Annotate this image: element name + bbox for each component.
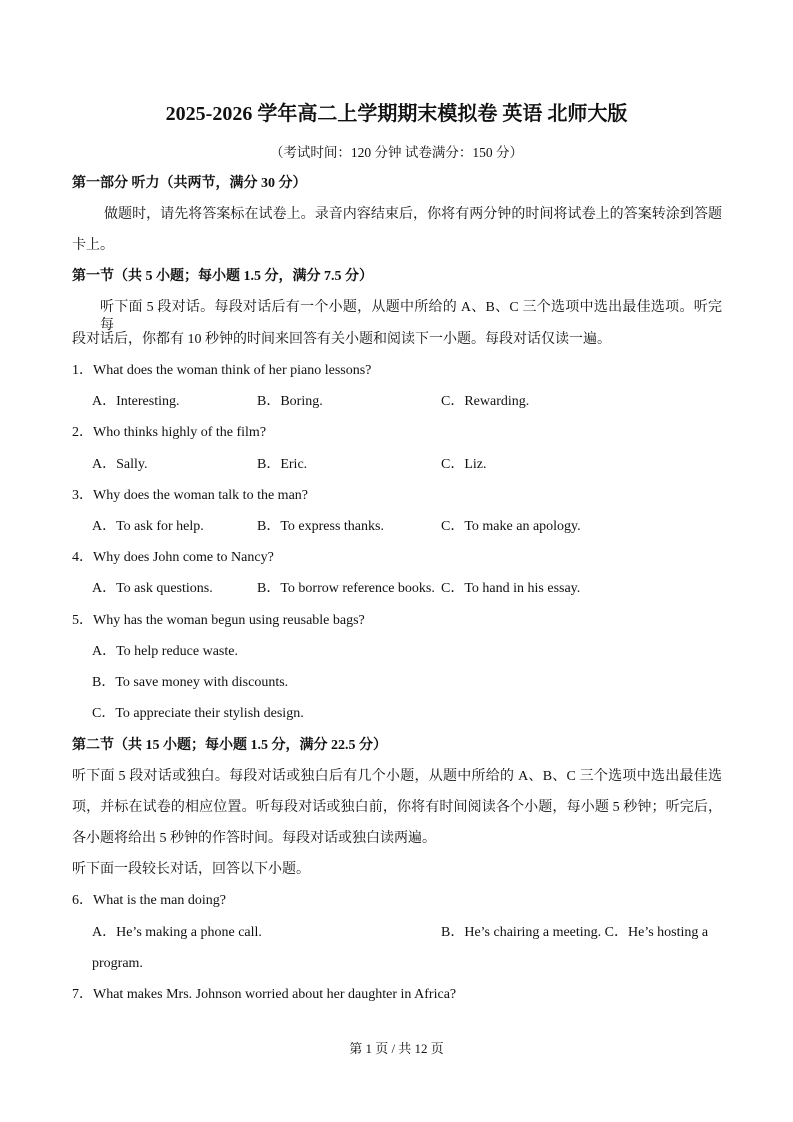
option-a: A．To ask questions. [92,581,213,596]
option-c-continued: program. [92,956,143,971]
option-c: C．To hand in his essay. [441,581,581,596]
section1-instruction-line: 段对话后，你都有 10 秒钟的时间来回答有关小题和阅读下一小题。每段对话仅读一遍。 [72,332,611,347]
question-3: 3．Why does the woman talk to the man? [72,488,308,503]
option-a: A．To help reduce waste. [92,644,238,659]
option-c: C．To appreciate their stylish design. [92,706,304,721]
part1-instruction-line: 做题时，请先将答案标在试卷上。录音内容结束后，你将有两分钟的时间将试卷上的答案转涂到答题 [104,207,722,222]
question-1: 1．What does the woman think of her piano lessons? [72,363,372,378]
section2-instruction-line: 项，并标在试卷的相应位置。听每段对话或独白前，你将有时间阅读各个小题，每小题 5 秒钟；听完后， [72,800,722,815]
option-b: B．To save money with discounts. [92,675,289,690]
section2-instruction-line: 各小题将给出 5 秒钟的作答时间。每段对话或独白读两遍。 [72,831,436,846]
option-b: B．Boring. [257,394,323,409]
question-7: 7．What makes Mrs. Johnson worried about her daughter in Africa? [72,987,457,1002]
question-6: 6．What is the man doing? [72,893,226,908]
sub-instruction: 听下面一段较长对话，回答以下小题。 [72,862,310,877]
option-a: A．Interesting. [92,394,180,409]
part1-heading: 第一部分 听力（共两节，满分 30 分） [72,176,307,191]
option-a: A．He’s making a phone call. [92,925,262,940]
part1-instruction-line: 卡上。 [72,238,114,253]
option-b-c: B．He’s chairing a meeting. C．He’s hosting a [441,925,709,940]
option-b: B．To express thanks. [257,519,384,534]
question-2: 2．Who thinks highly of the film? [72,425,267,440]
section1-heading: 第一节（共 5 小题；每小题 1.5 分，满分 7.5 分） [72,269,373,284]
option-b: B．To borrow reference books. [257,581,435,596]
option-c: C．Liz. [441,457,487,472]
option-c: C．To make an apology. [441,519,581,534]
section2-heading: 第二节（共 15 小题；每小题 1.5 分，满分 22.5 分） [72,738,387,753]
question-5: 5．Why has the woman begun using reusable bags? [72,613,365,628]
section1-instruction-line: 听下面 5 段对话。每段对话后有一个小题，从题中所给的 A、B、C 三个选项中选出最佳选项。听完每 [100,300,722,333]
question-4: 4．Why does John come to Nancy? [72,550,274,565]
exam-info: （考试时间：120 分钟 试卷满分：150 分） [269,145,524,160]
page-title: 2025-2026 学年高二上学期期末模拟卷 英语 北师大版 [165,103,628,125]
section2-instruction-line: 听下面 5 段对话或独白。每段对话或独白后有几个小题，从题中所给的 A、B、C 三个选项中选出最佳选 [72,769,722,784]
option-c: C．Rewarding. [441,394,530,409]
option-a: A．To ask for help. [92,519,204,534]
option-b: B．Eric. [257,457,308,472]
page-footer: 第 1 页 / 共 12 页 [349,1041,444,1056]
option-a: A．Sally. [92,457,148,472]
